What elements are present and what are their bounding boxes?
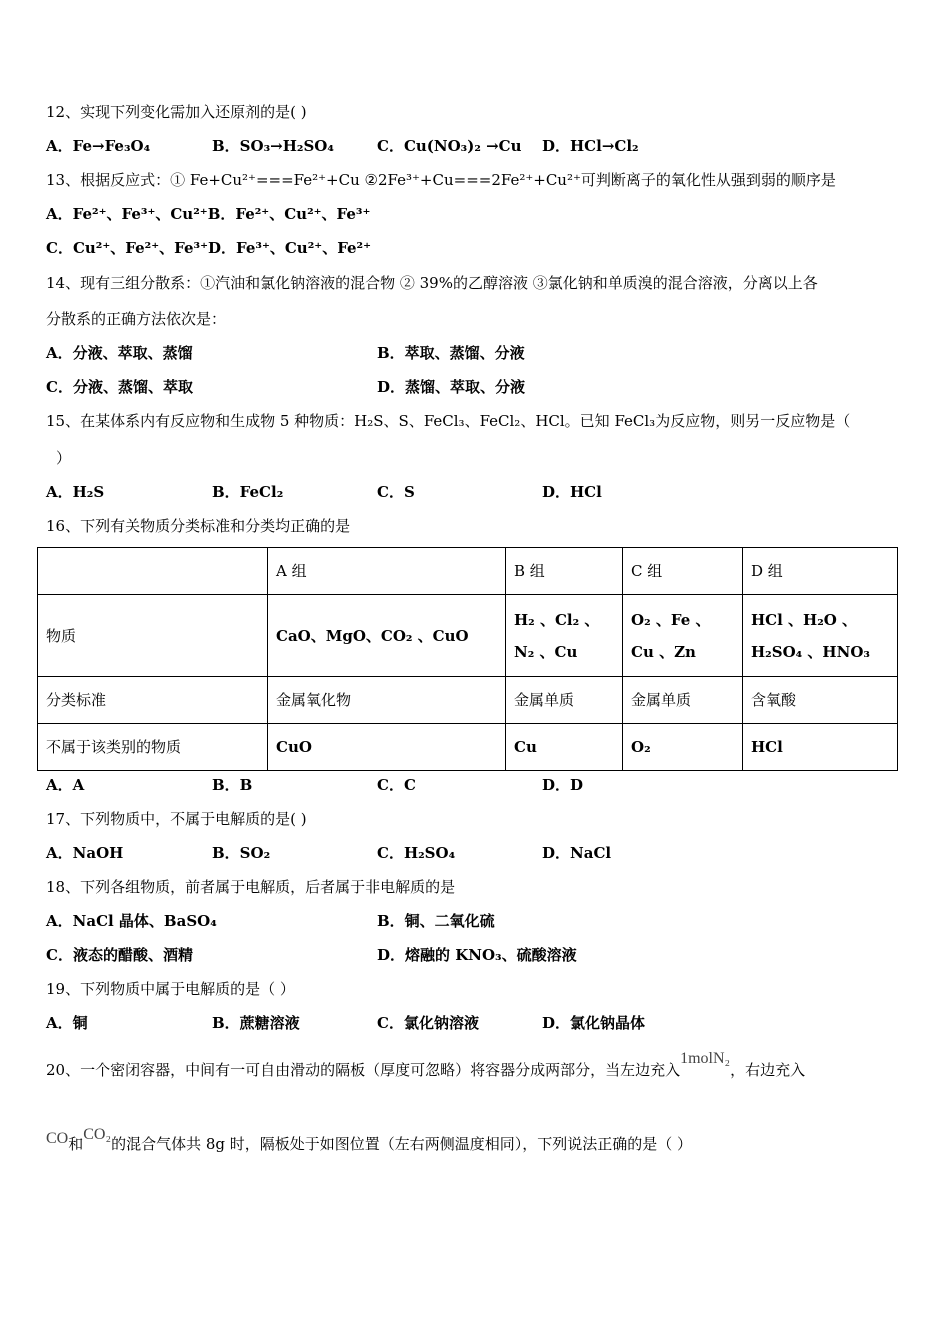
q17-option-d[interactable]: D．NaCl	[542, 844, 612, 862]
q18-stem: 18、下列各组物质，前者属于电解质，后者属于非电解质的是	[46, 878, 456, 896]
q17-option-b[interactable]: B．SO₂	[212, 844, 271, 862]
row-exception-c: O₂	[623, 724, 743, 771]
q19-stem: 19、下列物质中属于电解质的是（ ）	[46, 980, 295, 998]
q18-option-a[interactable]: A．NaCl 晶体、BaSO₄	[46, 912, 217, 930]
q15-stem-line1: 15、在某体系内有反应物和生成物 5 种物质：H₂S、S、FeCl₃、FeCl₂、HCl。已知 FeCl₃为反应物，则另一反应物是（	[46, 412, 851, 430]
q14-option-d[interactable]: D．蒸馏、萃取、分液	[377, 378, 526, 396]
q20-text-2b: 的混合气体共 8g 时，隔板处于如图位置（左右两侧温度相同），下列说法正确的是（ ）	[111, 1135, 693, 1153]
q16-option-c[interactable]: C．C	[377, 776, 416, 794]
table-header-empty	[38, 548, 268, 595]
row-substance-c	[623, 595, 743, 677]
q20-stem-line2	[46, 1126, 693, 1155]
row-substance-a: CaO、MgO、CO₂ 、CuO	[268, 595, 506, 677]
q14-option-b[interactable]: B．萃取、蒸馏、分液	[377, 344, 525, 362]
q19-option-b[interactable]: B．蔗糖溶液	[212, 1014, 300, 1032]
q12-stem: 12、实现下列变化需加入还原剂的是( )	[46, 103, 307, 121]
row-substance-d-line2: H₂SO₄ 、HNO₃	[751, 642, 870, 661]
q16-stem: 16、下列有关物质分类标准和分类均正确的是	[46, 517, 351, 535]
q12-option-d[interactable]: D．HCl→Cl₂	[542, 137, 639, 155]
table-header-c: C 组	[623, 548, 743, 595]
row-standard-label: 分类标准	[38, 677, 268, 724]
row-standard-b: 金属单质	[506, 677, 623, 724]
row-substance-d	[743, 595, 898, 677]
row-substance-d-line1: HCl 、H₂O 、	[751, 610, 858, 629]
row-substance-label: 物质	[38, 595, 268, 677]
q20-stem-line1	[46, 1050, 806, 1081]
formula-co: CO	[46, 1130, 69, 1147]
q15-option-d[interactable]: D．HCl	[542, 483, 602, 501]
q14-option-a[interactable]: A．分液、萃取、蒸馏	[46, 344, 193, 362]
row-substance-c-line1: O₂ 、Fe 、	[631, 610, 711, 629]
q14-option-c[interactable]: C．分液、蒸馏、萃取	[46, 378, 193, 396]
table-header-b: B 组	[506, 548, 623, 595]
q13-stem: 13、根据反应式：① Fe+Cu²⁺===Fe²⁺+Cu ②2Fe³⁺+Cu===2Fe²⁺+Cu²⁺可判断离子的氧化性从强到弱的顺序是	[46, 171, 836, 189]
row-standard-a: 金属氧化物	[268, 677, 506, 724]
q16-option-d[interactable]: D．D	[542, 776, 584, 794]
classification-table	[37, 547, 898, 771]
row-substance-b	[506, 595, 623, 677]
q20-text-2a: 和	[68, 1135, 84, 1153]
q18-option-c[interactable]: C．液态的醋酸、酒精	[46, 946, 193, 964]
formula-co2: CO₂	[83, 1126, 112, 1143]
q14-stem-line2: 分散系的正确方法依次是：	[46, 310, 227, 328]
q20-text-1a: 20、一个密闭容器，中间有一可自由滑动的隔板（厚度可忽略）将容器分成两部分，当左边充入	[46, 1061, 681, 1079]
q12-option-a[interactable]: A．Fe→Fe₃O₄	[46, 137, 151, 155]
q17-option-c[interactable]: C．H₂SO₄	[377, 844, 456, 862]
q15-option-c[interactable]: C．S	[377, 483, 415, 501]
q13-options-ab[interactable]: A．Fe²⁺、Fe³⁺、Cu²⁺B．Fe²⁺、Cu²⁺、Fe³⁺	[46, 205, 371, 223]
q16-option-b[interactable]: B．B	[212, 776, 253, 794]
row-standard-c: 金属单质	[623, 677, 743, 724]
q18-option-d[interactable]: D．熔融的 KNO₃、硫酸溶液	[377, 946, 577, 964]
q18-option-b[interactable]: B．铜、二氧化硫	[377, 912, 495, 930]
q14-stem-line1: 14、现有三组分散系：①汽油和氯化钠溶液的混合物 ② 39%的乙醇溶液 ③氯化钠和单质溴的混合溶液，分离以上各	[46, 274, 818, 292]
row-exception-b: Cu	[506, 724, 623, 771]
q17-stem: 17、下列物质中，不属于电解质的是( )	[46, 810, 307, 828]
q20-text-1b: ，右边充入	[730, 1061, 806, 1079]
table-header-d: D 组	[743, 548, 898, 595]
q15-stem-line2: ）	[56, 449, 72, 467]
q17-option-a[interactable]: A．NaOH	[46, 844, 124, 862]
row-substance-b-line2: N₂ 、Cu	[514, 642, 578, 661]
q13-options-cd[interactable]: C．Cu²⁺、Fe²⁺、Fe³⁺D．Fe³⁺、Cu²⁺、Fe²⁺	[46, 239, 372, 257]
q19-option-d[interactable]: D．氯化钠晶体	[542, 1014, 646, 1032]
formula-1mol-n2: 1molN₂	[680, 1050, 731, 1067]
row-substance-b-line1: H₂ 、Cl₂ 、	[514, 610, 600, 629]
row-exception-d: HCl	[743, 724, 898, 771]
q15-option-a[interactable]: A．H₂S	[46, 483, 105, 501]
q19-option-a[interactable]: A．铜	[46, 1014, 88, 1032]
q19-option-c[interactable]: C．氯化钠溶液	[377, 1014, 479, 1032]
table-header-a: A 组	[268, 548, 506, 595]
row-exception-a: CuO	[268, 724, 506, 771]
q12-option-b[interactable]: B．SO₃→H₂SO₄	[212, 137, 334, 155]
row-standard-d: 含氧酸	[743, 677, 898, 724]
row-exception-label: 不属于该类别的物质	[38, 724, 268, 771]
q15-option-b[interactable]: B．FeCl₂	[212, 483, 284, 501]
row-substance-c-line2: Cu 、Zn	[631, 642, 696, 661]
q12-option-c[interactable]: C．Cu(NO₃)₂ →Cu	[377, 137, 522, 155]
q16-option-a[interactable]: A．A	[46, 776, 85, 794]
